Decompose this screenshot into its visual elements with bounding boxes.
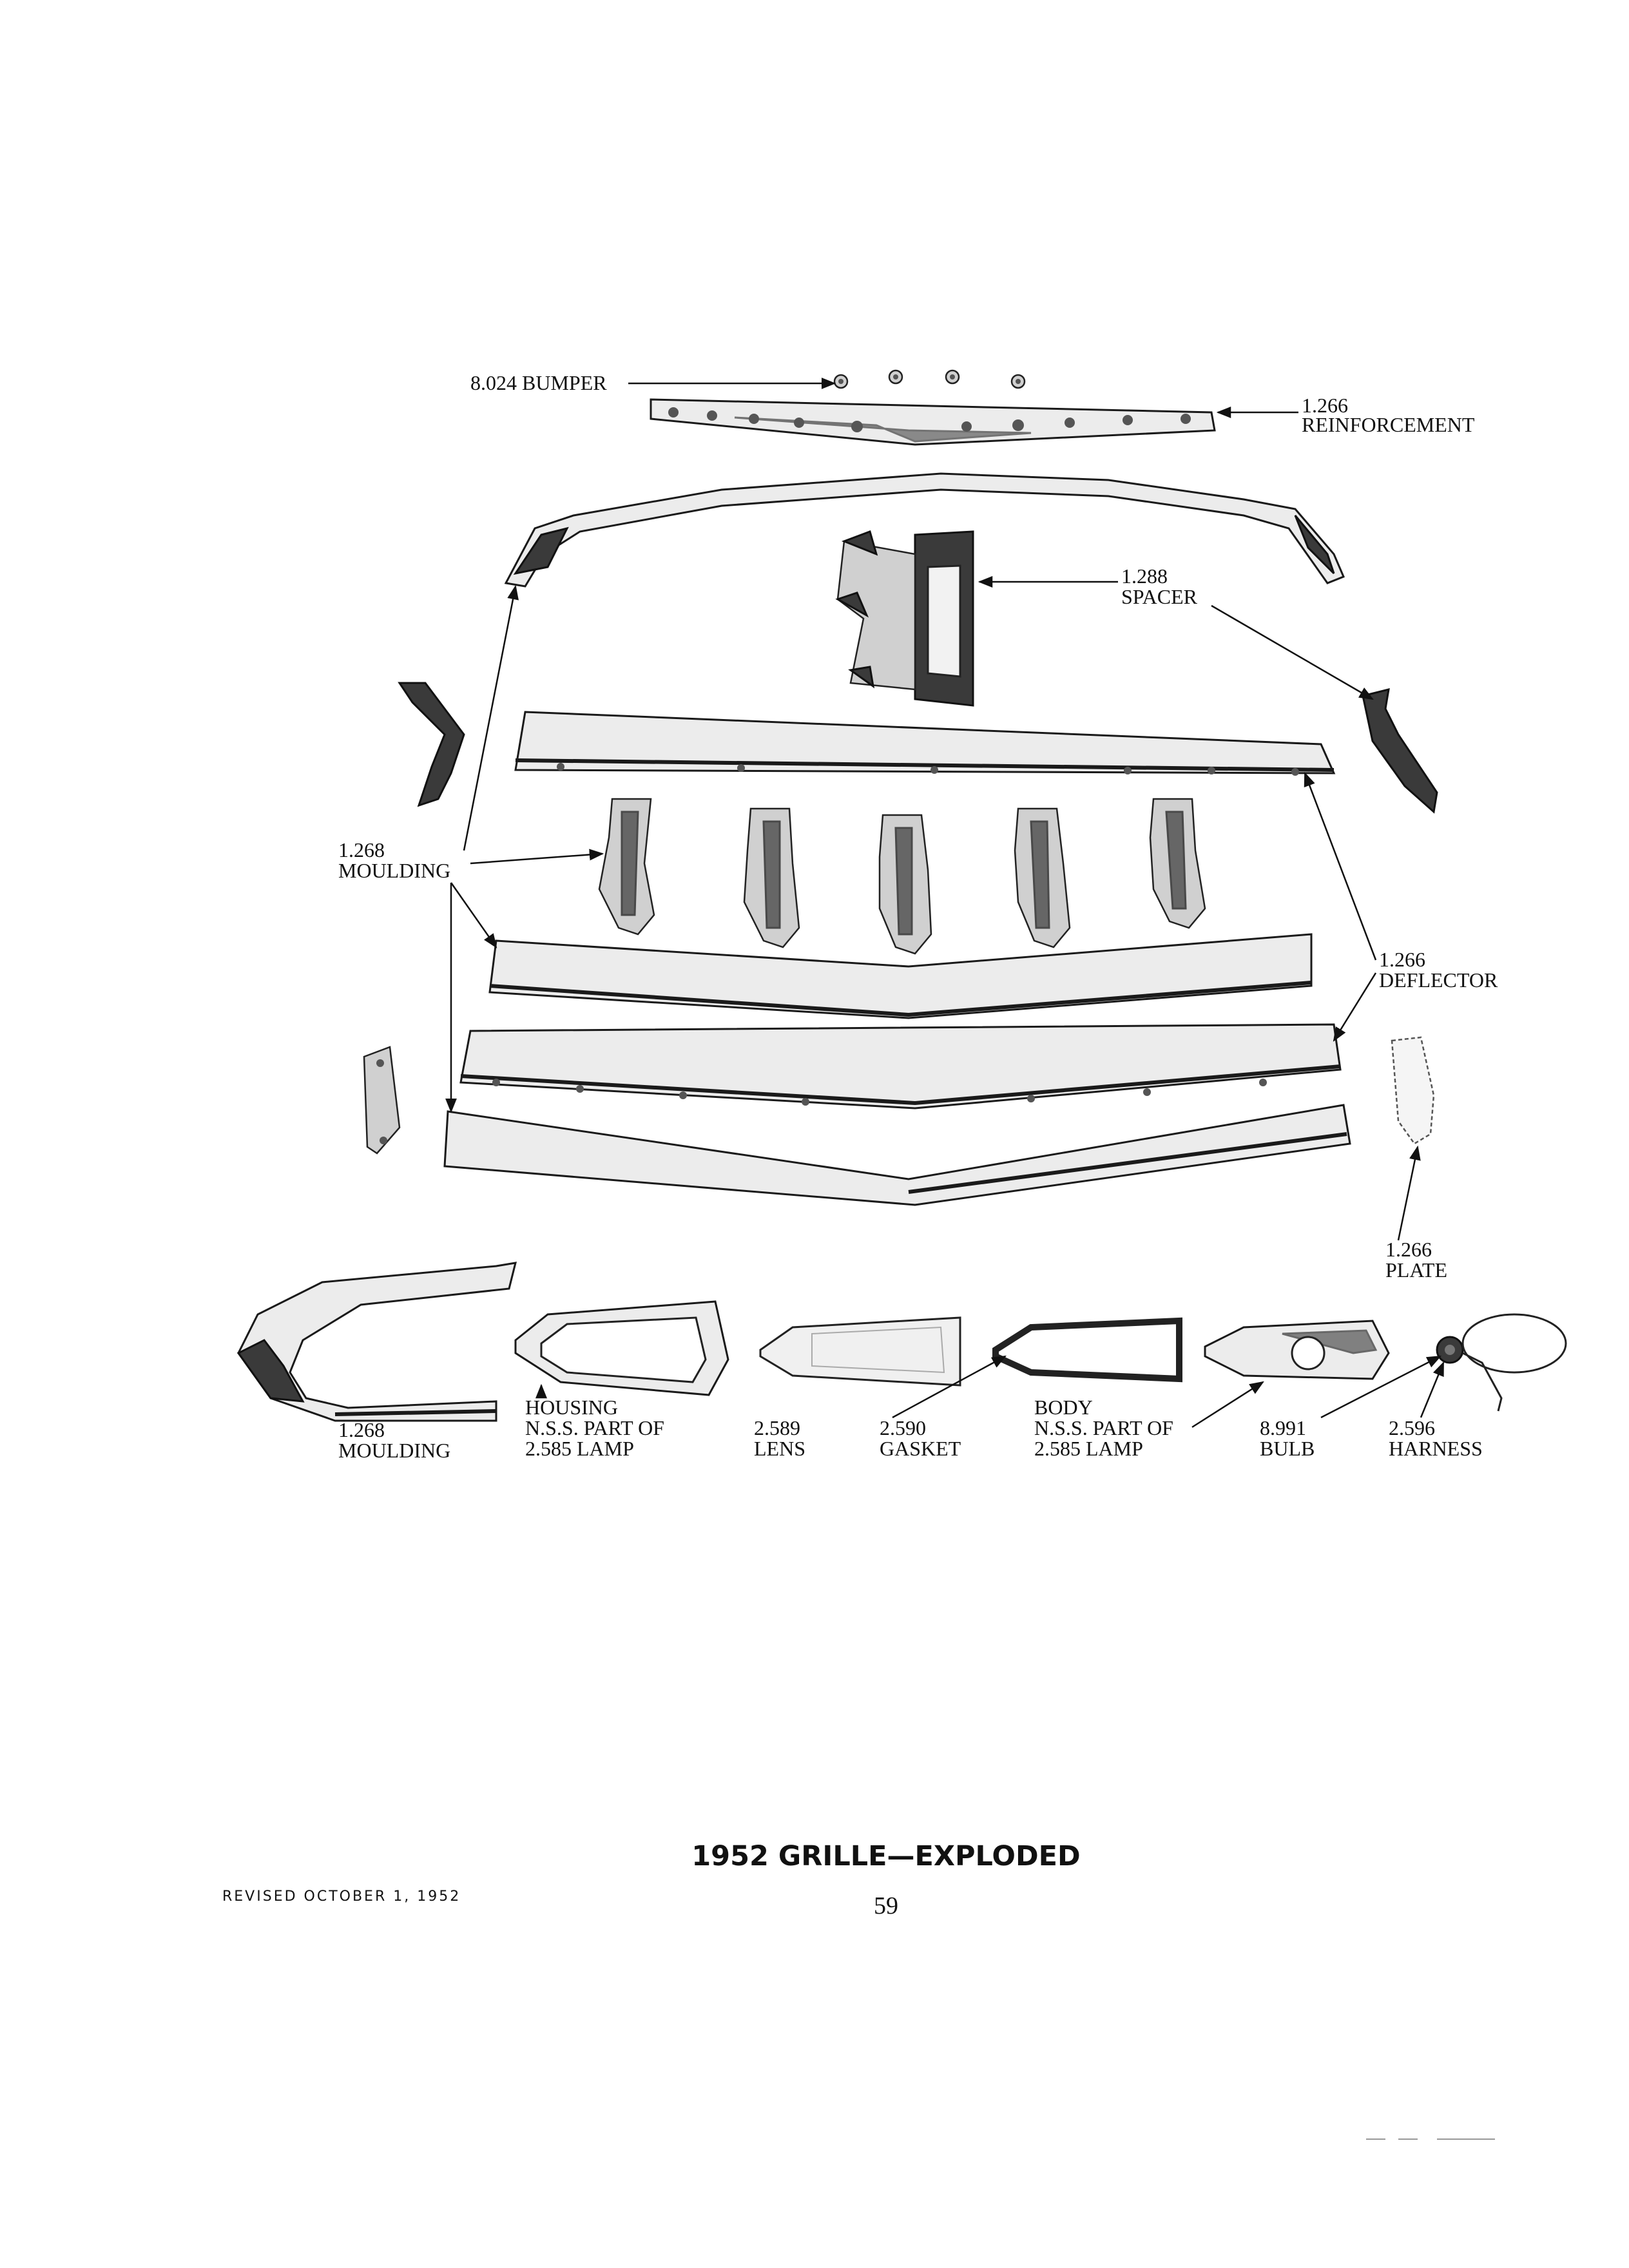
lamp-body	[1205, 1321, 1389, 1379]
bottom-moulding-num-label: 1.268	[338, 1418, 385, 1441]
grille-fin	[1015, 809, 1070, 947]
page-caption: 1952 GRILLE—EXPLODED	[691, 1840, 1081, 1872]
wire-harness	[1463, 1314, 1566, 1411]
deflector-bar-3	[445, 1105, 1350, 1205]
grille-fin	[599, 799, 654, 934]
spacer-name-label: SPACER	[1121, 585, 1197, 608]
bolt-icon	[889, 370, 902, 383]
body-name-label: BODY	[1034, 1396, 1093, 1419]
lamp-housing	[516, 1302, 728, 1395]
bolt-icon	[1012, 375, 1025, 388]
revised-date: REVISED OCTOBER 1, 1952	[222, 1888, 461, 1905]
bolt-icon	[946, 370, 959, 383]
plate-num-label: 1.266	[1385, 1238, 1432, 1261]
spacer-num-label: 1.288	[1121, 564, 1168, 588]
lens-num-label: 2.589	[754, 1416, 800, 1439]
right-side-bracket	[1363, 689, 1437, 812]
left-side-bracket	[400, 683, 464, 805]
corner-moulding	[238, 1263, 516, 1421]
grille-fin	[1150, 799, 1205, 928]
right-plate	[1392, 1037, 1434, 1144]
lamp-gasket	[996, 1321, 1179, 1379]
lamp-lens	[760, 1318, 960, 1385]
page-number: 59	[874, 1892, 898, 1919]
deflector-bar-2	[461, 1024, 1340, 1108]
housing-name-label: HOUSING	[525, 1396, 618, 1419]
top-deflector-bar	[516, 712, 1334, 776]
housing-line3-label: 2.585 LAMP	[525, 1437, 634, 1460]
left-plate	[364, 1047, 400, 1153]
deflector-num-label: 1.266	[1379, 948, 1425, 971]
body-line2-label: N.S.S. PART OF	[1034, 1416, 1173, 1439]
bulb-num-label: 8.991	[1260, 1416, 1306, 1439]
plate-name-label: PLATE	[1385, 1258, 1447, 1282]
housing-line2-label: N.S.S. PART OF	[525, 1416, 664, 1439]
gasket-num-label: 2.590	[880, 1416, 926, 1439]
bulb-socket	[1437, 1337, 1463, 1363]
bottom-moulding-name-label: MOULDING	[338, 1439, 451, 1462]
bumper-label: 8.024 BUMPER	[470, 371, 607, 394]
bulb-name-label: BULB	[1260, 1437, 1315, 1460]
reinforcement-bar	[651, 399, 1215, 445]
bolt-icon	[834, 375, 847, 388]
reinforcement-name-label: REINFORCEMENT	[1302, 413, 1475, 436]
grille-fins	[599, 799, 1205, 954]
reinforcement-num-label: 1.266	[1302, 394, 1348, 417]
body-line3-label: 2.585 LAMP	[1034, 1437, 1143, 1460]
gasket-name-label: GASKET	[880, 1437, 961, 1460]
grille-fin	[744, 809, 799, 947]
bumper-bolts	[834, 370, 1025, 388]
spacer-bracket	[838, 532, 973, 706]
deflector-name-label: DEFLECTOR	[1379, 968, 1498, 992]
grille-fin	[880, 815, 931, 954]
harness-num-label: 2.596	[1389, 1416, 1435, 1439]
moulding-name-label: MOULDING	[338, 859, 451, 882]
harness-name-label: HARNESS	[1389, 1437, 1483, 1460]
lens-name-label: LENS	[754, 1437, 805, 1460]
moulding-num-label: 1.268	[338, 838, 385, 861]
